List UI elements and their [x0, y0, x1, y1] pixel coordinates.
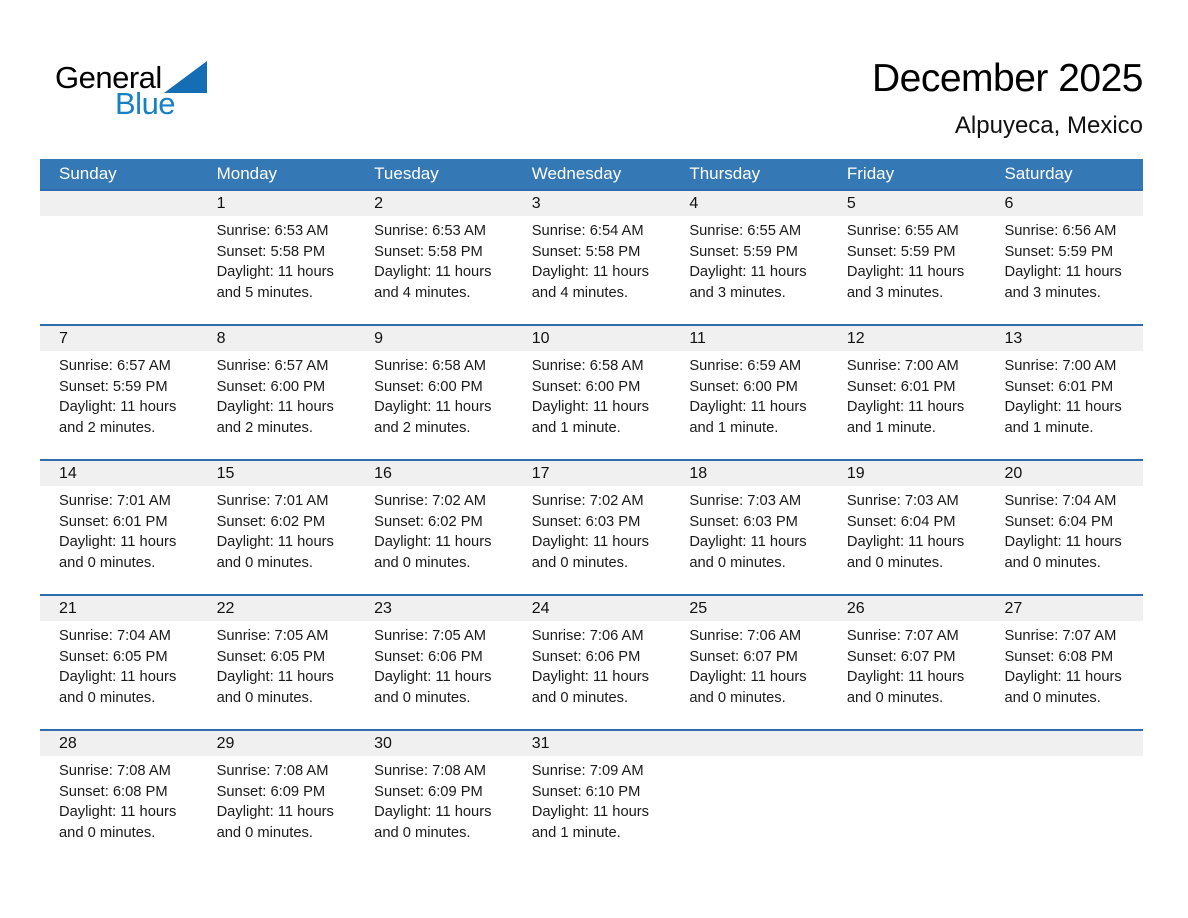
day-cell-10 — [513, 326, 671, 459]
day-number-band — [40, 731, 198, 756]
week-row-3 — [40, 459, 1143, 594]
day-info-line: Daylight: 11 hours — [1004, 264, 1122, 281]
day-info-line: Sunset: 6:03 PM — [689, 513, 798, 530]
day-cell-18 — [670, 461, 828, 594]
weekday-header-tuesday: Tuesday — [374, 164, 439, 183]
day-info — [828, 351, 986, 438]
day-info — [670, 351, 828, 438]
day-info-line: and 1 minute. — [531, 419, 621, 436]
day-number-band — [985, 731, 1143, 756]
day-info — [513, 486, 671, 573]
day-info-line: Sunset: 6:08 PM — [1004, 648, 1114, 665]
day-info-line: and 0 minutes. — [531, 689, 629, 706]
day-number: 26 — [846, 599, 865, 617]
day-info-line: Sunset: 6:01 PM — [1004, 378, 1114, 395]
day-info-line: Sunset: 6:09 PM — [374, 783, 483, 800]
day-number: 28 — [59, 734, 77, 752]
day-info-line: Daylight: 11 hours — [374, 534, 492, 551]
day-cell-14 — [40, 461, 198, 594]
day-info-line: Sunrise: 6:57 AM — [59, 358, 171, 374]
day-info-line: Sunset: 6:01 PM — [59, 513, 168, 530]
day-info-line: and 1 minute. — [846, 419, 936, 436]
day-info-line: Sunset: 6:03 PM — [531, 513, 641, 530]
day-info-line: Sunset: 6:04 PM — [1004, 513, 1114, 530]
day-number: 25 — [689, 599, 708, 617]
day-info-line: Daylight: 11 hours — [216, 399, 334, 416]
day-cell-11 — [670, 326, 828, 459]
day-number-band — [355, 326, 513, 351]
day-info — [355, 756, 513, 843]
day-number: 24 — [531, 599, 550, 617]
day-number: 22 — [216, 599, 235, 617]
day-number-band — [198, 326, 356, 351]
day-number-band — [828, 326, 986, 351]
day-info-line: and 0 minutes. — [689, 689, 786, 706]
day-cell-3 — [513, 191, 671, 324]
weekday-header-thursday: Thursday — [689, 164, 761, 183]
day-info-line: Sunset: 6:00 PM — [531, 378, 641, 395]
day-info-line: Sunrise: 7:08 AM — [216, 763, 329, 779]
day-number: 11 — [689, 329, 706, 347]
day-info-line: Daylight: 11 hours — [216, 534, 334, 551]
day-info-line: and 4 minutes. — [531, 284, 629, 301]
day-info-line: Daylight: 11 hours — [59, 534, 177, 551]
day-number: 21 — [59, 599, 77, 617]
day-info-line: Daylight: 11 hours — [689, 669, 807, 686]
day-info-line: Sunrise: 7:07 AM — [1004, 628, 1117, 644]
day-cell-24 — [513, 596, 671, 729]
day-cell-28 — [40, 731, 198, 864]
day-info-line: and 0 minutes. — [846, 554, 944, 571]
weekday-header-monday: Monday — [216, 164, 278, 183]
day-cell-17 — [513, 461, 671, 594]
day-cell-20 — [985, 461, 1143, 594]
day-cell-9 — [355, 326, 513, 459]
day-info-line: Sunrise: 7:06 AM — [531, 628, 644, 644]
day-info — [198, 351, 356, 438]
day-info-line: Sunset: 6:05 PM — [59, 648, 168, 665]
day-info — [985, 216, 1143, 303]
day-info — [513, 621, 671, 708]
day-number-band — [513, 326, 671, 351]
day-number-band — [40, 596, 198, 621]
day-info-line: Sunrise: 7:00 AM — [846, 358, 959, 374]
day-info-line: Sunset: 6:05 PM — [216, 648, 326, 665]
day-info — [670, 756, 828, 761]
day-info-line: Daylight: 11 hours — [216, 264, 334, 281]
location-subtitle: Alpuyeca, Mexico — [954, 112, 1143, 139]
day-cell-4 — [670, 191, 828, 324]
day-info-line: Sunset: 6:01 PM — [846, 378, 956, 395]
day-number: 4 — [689, 194, 699, 212]
day-info-line: Daylight: 11 hours — [216, 804, 334, 821]
day-cell-empty — [828, 731, 986, 864]
day-info — [828, 621, 986, 708]
day-info — [828, 486, 986, 573]
day-info-line: and 0 minutes. — [59, 554, 156, 571]
day-info-line: Sunrise: 7:04 AM — [1004, 493, 1117, 509]
title-block — [872, 57, 1143, 140]
day-info-line: Daylight: 11 hours — [374, 264, 492, 281]
day-cell-27 — [985, 596, 1143, 729]
day-info-line: Sunset: 6:07 PM — [846, 648, 956, 665]
day-number: 9 — [374, 329, 384, 347]
day-number: 13 — [1004, 329, 1023, 347]
day-info-line: Sunset: 6:06 PM — [374, 648, 483, 665]
day-number: 23 — [374, 599, 392, 617]
day-number-band — [198, 596, 356, 621]
day-info-line: Sunset: 6:06 PM — [531, 648, 641, 665]
day-cell-13 — [985, 326, 1143, 459]
day-info-line: and 3 minutes. — [689, 284, 786, 301]
day-info-line: Daylight: 11 hours — [531, 669, 650, 686]
day-info-line: Sunrise: 6:57 AM — [216, 358, 329, 374]
day-info-line: Daylight: 11 hours — [1004, 399, 1122, 416]
day-info-line: Sunrise: 7:09 AM — [531, 763, 644, 779]
day-number-band — [355, 731, 513, 756]
day-info-line: Daylight: 11 hours — [846, 669, 965, 686]
day-cell-empty — [40, 191, 198, 324]
day-info-line: Daylight: 11 hours — [531, 399, 650, 416]
day-info-line: and 0 minutes. — [1004, 554, 1101, 571]
day-info-line: Daylight: 11 hours — [374, 399, 492, 416]
day-cell-16 — [355, 461, 513, 594]
logo-text-general: General — [55, 60, 162, 95]
day-info-line: Sunset: 5:59 PM — [1004, 243, 1114, 260]
day-number-band — [985, 596, 1143, 621]
day-number-band — [40, 461, 198, 486]
day-info-line: Daylight: 11 hours — [374, 669, 492, 686]
week-row-1 — [40, 189, 1143, 324]
day-info — [670, 486, 828, 573]
day-number: 27 — [1004, 599, 1023, 617]
day-info-line: Sunrise: 7:05 AM — [374, 628, 487, 644]
day-number-band — [670, 596, 828, 621]
day-info-line: Sunset: 5:58 PM — [531, 243, 641, 260]
weekday-header-wednesday: Wednesday — [531, 164, 622, 183]
day-info-line: Daylight: 11 hours — [531, 264, 650, 281]
day-info-line: Sunrise: 6:53 AM — [374, 223, 487, 239]
day-info — [198, 216, 356, 303]
day-info-line: Sunrise: 6:59 AM — [689, 358, 802, 374]
day-info-line: Sunset: 6:02 PM — [216, 513, 326, 530]
day-number-band — [513, 596, 671, 621]
day-info-line: Sunrise: 6:53 AM — [216, 223, 329, 239]
logo-text-blue: Blue — [115, 86, 176, 121]
day-info-line: Sunrise: 6:54 AM — [531, 223, 644, 239]
day-cell-23 — [355, 596, 513, 729]
calendar-weeks — [40, 189, 1143, 864]
day-cell-30 — [355, 731, 513, 864]
day-info-line: and 0 minutes. — [846, 689, 944, 706]
day-cell-26 — [828, 596, 986, 729]
day-info-line: and 0 minutes. — [374, 554, 471, 571]
day-cell-29 — [198, 731, 356, 864]
day-info-line: Sunrise: 6:58 AM — [374, 358, 487, 374]
day-info-line: and 5 minutes. — [216, 284, 313, 301]
day-info-line: and 0 minutes. — [689, 554, 786, 571]
day-info — [40, 621, 198, 708]
day-number-band — [985, 326, 1143, 351]
day-info — [40, 351, 198, 438]
day-cell-19 — [828, 461, 986, 594]
day-info — [198, 486, 356, 573]
day-number-band — [40, 191, 198, 216]
day-info-line: Sunrise: 7:08 AM — [374, 763, 487, 779]
day-info-line: Daylight: 11 hours — [531, 804, 650, 821]
day-number: 14 — [59, 464, 77, 482]
day-info-line: Daylight: 11 hours — [846, 399, 965, 416]
day-number-band — [670, 326, 828, 351]
day-number: 3 — [531, 194, 541, 212]
day-info-line: Daylight: 11 hours — [1004, 669, 1122, 686]
day-number-band — [513, 461, 671, 486]
day-info-line: Daylight: 11 hours — [1004, 534, 1122, 551]
day-info-line: and 0 minutes. — [531, 554, 629, 571]
day-info — [40, 216, 198, 221]
day-info-line: Sunrise: 7:02 AM — [374, 493, 487, 509]
week-row-4 — [40, 594, 1143, 729]
day-info-line: and 0 minutes. — [59, 824, 156, 841]
day-info-line: Daylight: 11 hours — [846, 264, 965, 281]
weekday-header-friday: Friday — [846, 164, 895, 183]
day-info-line: and 1 minute. — [1004, 419, 1094, 436]
week-row-5 — [40, 729, 1143, 864]
day-cell-31 — [513, 731, 671, 864]
day-info — [828, 216, 986, 303]
day-number: 2 — [374, 194, 384, 212]
day-info-line: Sunrise: 6:56 AM — [1004, 223, 1117, 239]
day-info-line: Sunset: 6:09 PM — [216, 783, 326, 800]
day-info-line: Sunrise: 7:01 AM — [216, 493, 329, 509]
weekday-header-saturday: Saturday — [1004, 164, 1073, 183]
day-number: 12 — [846, 329, 865, 347]
day-cell-6 — [985, 191, 1143, 324]
day-cell-15 — [198, 461, 356, 594]
day-number-band — [828, 731, 986, 756]
day-info — [40, 756, 198, 843]
day-info-line: Sunset: 6:07 PM — [689, 648, 798, 665]
day-info-line: and 1 minute. — [689, 419, 779, 436]
day-info-line: Sunset: 6:00 PM — [689, 378, 798, 395]
day-info — [355, 621, 513, 708]
day-info — [513, 216, 671, 303]
day-info-line: and 0 minutes. — [216, 824, 313, 841]
day-number-band — [40, 326, 198, 351]
day-cell-8 — [198, 326, 356, 459]
general-blue-logo — [55, 61, 207, 119]
day-info-line: Sunset: 5:59 PM — [689, 243, 798, 260]
day-cell-22 — [198, 596, 356, 729]
day-info-line: and 0 minutes. — [374, 824, 471, 841]
day-number: 5 — [846, 194, 856, 212]
day-info-line: Sunrise: 7:08 AM — [59, 763, 171, 779]
day-info-line: Sunset: 5:59 PM — [59, 378, 168, 395]
day-info — [670, 621, 828, 708]
day-number-band — [670, 461, 828, 486]
day-info-line: Daylight: 11 hours — [531, 534, 650, 551]
day-number: 1 — [216, 194, 226, 212]
day-number: 18 — [689, 464, 708, 482]
day-cell-7 — [40, 326, 198, 459]
day-number: 17 — [531, 464, 550, 482]
day-number: 10 — [531, 329, 550, 347]
day-info-line: Daylight: 11 hours — [374, 804, 492, 821]
day-number-band — [355, 596, 513, 621]
day-cell-5 — [828, 191, 986, 324]
day-number-band — [670, 191, 828, 216]
day-number-band — [198, 731, 356, 756]
day-number: 19 — [846, 464, 865, 482]
day-number-band — [828, 191, 986, 216]
day-info-line: and 0 minutes. — [216, 689, 313, 706]
day-number: 6 — [1004, 194, 1014, 212]
day-info-line: Sunset: 6:02 PM — [374, 513, 483, 530]
day-cell-2 — [355, 191, 513, 324]
day-number-band — [985, 191, 1143, 216]
day-number: 15 — [216, 464, 235, 482]
day-number-band — [513, 191, 671, 216]
day-info-line: Sunrise: 6:55 AM — [846, 223, 959, 239]
day-info-line: Sunset: 5:58 PM — [216, 243, 326, 260]
day-number: 20 — [1004, 464, 1023, 482]
day-info — [355, 351, 513, 438]
day-cell-empty — [985, 731, 1143, 864]
day-number-band — [355, 191, 513, 216]
day-info-line: Daylight: 11 hours — [216, 669, 334, 686]
day-number: 29 — [216, 734, 235, 752]
day-info-line: and 2 minutes. — [374, 419, 471, 436]
day-info-line: Sunrise: 7:03 AM — [846, 493, 959, 509]
day-info-line: and 0 minutes. — [216, 554, 313, 571]
day-info — [355, 216, 513, 303]
day-info-line: Sunrise: 7:06 AM — [689, 628, 802, 644]
day-info-line: and 2 minutes. — [216, 419, 313, 436]
day-info — [198, 756, 356, 843]
day-info-line: and 0 minutes. — [1004, 689, 1101, 706]
day-info — [40, 486, 198, 573]
day-number: 30 — [374, 734, 392, 752]
day-info-line: and 4 minutes. — [374, 284, 471, 301]
day-info — [513, 756, 671, 843]
day-info — [828, 756, 986, 761]
day-info-line: Sunrise: 7:05 AM — [216, 628, 329, 644]
day-number-band — [828, 596, 986, 621]
day-info-line: Sunset: 6:00 PM — [216, 378, 326, 395]
day-info — [670, 216, 828, 303]
day-info-line: Sunrise: 7:04 AM — [59, 628, 171, 644]
day-cell-12 — [828, 326, 986, 459]
day-number-band — [198, 461, 356, 486]
day-number: 8 — [216, 329, 226, 347]
day-number-band — [355, 461, 513, 486]
day-info — [985, 621, 1143, 708]
day-info-line: Daylight: 11 hours — [846, 534, 965, 551]
day-info-line: and 2 minutes. — [59, 419, 156, 436]
day-number: 7 — [59, 329, 68, 347]
day-cell-25 — [670, 596, 828, 729]
day-number: 16 — [374, 464, 392, 482]
day-info-line: and 3 minutes. — [1004, 284, 1101, 301]
day-info-line: Sunrise: 7:01 AM — [59, 493, 171, 509]
day-info-line: Sunrise: 7:07 AM — [846, 628, 959, 644]
day-info-line: Sunset: 6:10 PM — [531, 783, 641, 800]
week-row-2 — [40, 324, 1143, 459]
day-info-line: Sunrise: 6:58 AM — [531, 358, 644, 374]
day-info-line: Sunrise: 6:55 AM — [689, 223, 802, 239]
day-number-band — [985, 461, 1143, 486]
day-info-line: Daylight: 11 hours — [59, 804, 177, 821]
day-info-line: and 0 minutes. — [374, 689, 471, 706]
day-info — [513, 351, 671, 438]
day-info — [985, 351, 1143, 438]
day-info-line: and 3 minutes. — [846, 284, 944, 301]
day-info — [985, 486, 1143, 573]
day-info-line: Daylight: 11 hours — [59, 399, 177, 416]
day-info-line: Daylight: 11 hours — [689, 534, 807, 551]
day-info-line: Sunset: 6:04 PM — [846, 513, 956, 530]
day-info — [355, 486, 513, 573]
day-number: 31 — [531, 734, 550, 752]
day-number-band — [513, 731, 671, 756]
month-title: December 2025 — [872, 57, 1143, 100]
day-info-line: Sunset: 6:00 PM — [374, 378, 483, 395]
day-info-line: and 0 minutes. — [59, 689, 156, 706]
day-info-line: Daylight: 11 hours — [689, 399, 807, 416]
calendar-table — [40, 159, 1143, 864]
day-cell-1 — [198, 191, 356, 324]
day-number-band — [198, 191, 356, 216]
day-info-line: Sunrise: 7:02 AM — [531, 493, 644, 509]
day-info-line: and 1 minute. — [531, 824, 621, 841]
weekday-header-sunday: Sunday — [59, 164, 117, 183]
day-info-line: Sunset: 6:08 PM — [59, 783, 168, 800]
day-info-line: Sunset: 5:59 PM — [846, 243, 956, 260]
weekday-header-row — [40, 159, 1143, 189]
day-info-line: Sunrise: 7:00 AM — [1004, 358, 1117, 374]
day-cell-empty — [670, 731, 828, 864]
day-number-band — [670, 731, 828, 756]
day-info-line: Sunrise: 7:03 AM — [689, 493, 802, 509]
day-info-line: Sunset: 5:58 PM — [374, 243, 483, 260]
day-info — [198, 621, 356, 708]
day-info-line: Daylight: 11 hours — [689, 264, 807, 281]
day-info — [985, 756, 1143, 761]
day-number-band — [828, 461, 986, 486]
day-cell-21 — [40, 596, 198, 729]
day-info-line: Daylight: 11 hours — [59, 669, 177, 686]
